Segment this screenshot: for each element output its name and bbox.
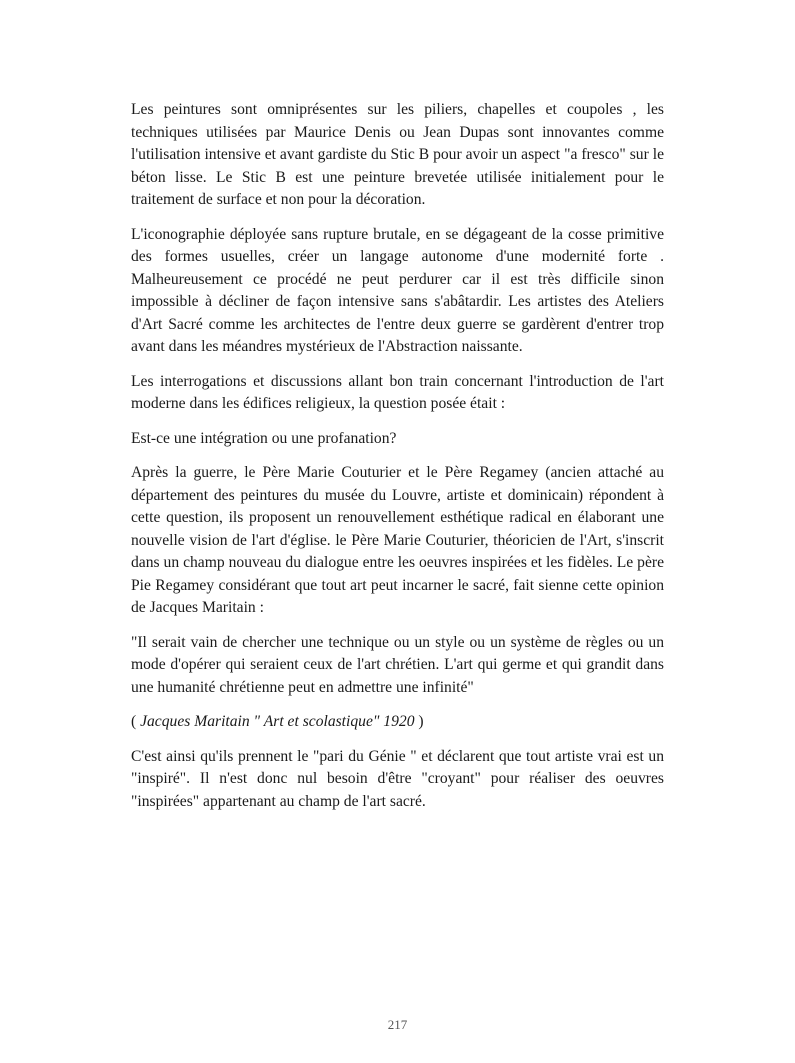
page-number: 217 (387, 1017, 408, 1032)
citation-open: ( (131, 713, 141, 730)
paragraph-peintures: Les peintures sont omniprésentes sur les piliers, chapelles et coupoles , les techniques utilisées par Maurice Denis ou Jean Dupas sont innovantes comme l'utilisation intensive et avant gardiste du Stic B pour avoir un aspect "a fresco" sur le béton lisse. Le Stic B est une peinture brevetée utilisée initialement pour le traitement de surface et non pour la décoration. (131, 101, 664, 208)
paragraph-interrogations: Les interrogations et discussions allant bon train concernant l'introduction de l'art moderne dans les édifices religieux, la question posée était : (131, 372, 664, 412)
citation-close: ) (418, 713, 424, 730)
paragraph-apres-guerre: Après la guerre, le Père Marie Couturier et le Père Regamey (ancien attaché au département des peintures du musée du Louvre, artiste et dominicain) répondent à cette question, ils proposent un renouvellement esthétique radical en élaborant une nouvelle vision de l'art d'église. le Père Marie Couturier, théoricien de l'Art, s'inscrit dans un champ nouveau du dialogue entre les oeuvres inspirées et les fidèles. Le père Pie Regamey considérant que tout art peut incarner le sacré, fait sienne cette opinion de Jacques Maritain : (131, 464, 664, 616)
citation (131, 711, 664, 734)
quote-maritain: "Il serait vain de chercher une technique ou un style ou un système de règles ou un mode d'opérer qui seraient ceux de l'art chrétien. L'art qui germe et qui grandit dans une humanité chrétienne peut en admettre une infinité" (131, 633, 664, 696)
citation-source: Jacques Maritain " Art et scolastique" 1920 (140, 713, 419, 730)
paragraph-pari-du-genie: C'est ainsi qu'ils prennent le "pari du Génie " et déclarent que tout artiste vrai est un "inspiré". Il n'est donc nul besoin d'être "croyant" pour réaliser des oeuvres "inspirées" appartenant au champ de l'art sacré. (131, 747, 664, 810)
body-text (131, 99, 664, 825)
paragraph-question: Est-ce une intégration ou une profanation? (131, 429, 397, 447)
paragraph-iconographie: L'iconographie déployée sans rupture brutale, en se dégageant de la cosse primitive des formes usuelles, créer un langage autonome d'une modernité forte . Malheureusement ce procédé ne peut perdurer car il est très difficile sinon impossible à décliner de façon intensive sans s'abâtardir. Les artistes des Ateliers d'Art Sacré comme les architectes de l'entre deux guerre se gardèrent d'entrer trop avant dans les méandres mystérieux de l'Abstraction naissante. (131, 225, 664, 355)
